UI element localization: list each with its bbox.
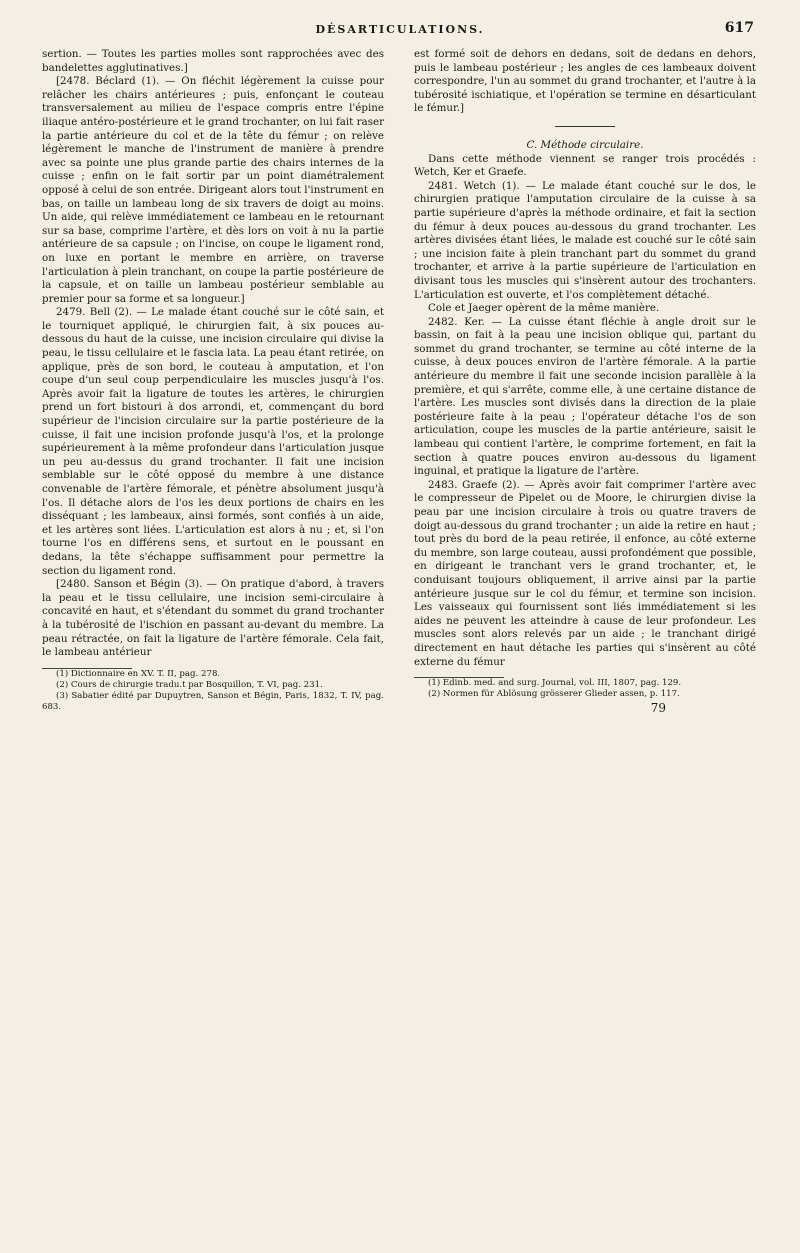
left-column: [42, 48, 384, 713]
paragraph: sertion. — Toutes les parties molles sont rapprochées avec des bandelettes agglutinatives.]: [42, 48, 384, 74]
signature-folio: 79: [650, 701, 666, 716]
paragraph-2478: [2478. Béclard (1). — On fléchit légèrement la cuisse pour relâcher les chairs antérieures ; puis, enfonçant le couteau transversalement au milieu de l'espace compris entre l'épine iliaque antéro-postérieure et le grand trochanter, on lui fait raser la partie antérieure du col et de la tête du fémur ; on relève légèrement le manche de l'instrument de manière à prendre avec sa pointe une plus grande partie des chairs internes de la cuisse ; enfin on le fait sortir par un point diamétralement opposé à celui de son entrée. Dirigeant alors tout l'instrument en bas, on taille un lambeau long de six travers de doigt au moins. Un aide, qui relève immédiatement ce lambeau en le retournant sur sa base, comprime l'artère, et dès lors on voit à nu la partie antérieure de sa capsule ; on l'incise, on coupe le ligament rond, on luxe en portant le membre en arrière, on traverse l'articulation à plein tranchant, on coupe la partie postérieure de la capsule, et on taille un lambeau postérieur semblable au premier pour sa forme et sa longueur.]: [42, 75, 384, 305]
page-number: 617: [724, 20, 754, 36]
section-title: C. Méthode circulaire.: [526, 138, 644, 151]
section-divider: [555, 126, 615, 127]
paragraph-2480: [2480. Sanson et Bégin (3). — On pratique d'abord, à travers la peau et le tissu cellulaire, une incision semi-circulaire à concavité en haut, et s'étendant du sommet du grand trochanter à la tubérosité de l'ischion en passant au-devant du membre. La peau rétractée, on fait la ligature de l'artère fémorale. Cela fait, le lambeau antérieur: [42, 578, 384, 659]
footnote: (2) Normen für Ablösung grösserer Glieder assen, p. 117.: [428, 689, 680, 700]
running-title: DÉSARTICULATIONS.: [315, 23, 485, 36]
page-header: [46, 20, 754, 42]
paragraph: Cole et Jaeger opèrent de la même manière.: [428, 302, 660, 315]
paragraph: est formé soit de dehors en dedans, soit de dedans en dehors, puis le lambeau postérieur ; les angles de ces lambeaux doivent correspondre, l'un au sommet du grand trochanter, et l'autre à la tubérosité ischiatique, et l'opération se termine en désarticulant le fémur.]: [414, 48, 756, 115]
paragraph-2479: 2479. Bell (2). — Le malade étant couché sur le côté sain, et le tourniquet appliqué, le chirurgien fait, à six pouces au-dessous du haut de la cuisse, une incision circulaire qui divise la peau, le tissu cellulaire et le fascia lata. La peau étant retirée, on applique, près de son bord, le couteau à amputation, et l'on coupe d'un seul coup perpendiculaire les muscles jusqu'à l'os. Après avoir fait la ligature de toutes les artères, le chirurgien prend un fort bistouri à dos arrondi, et, commençant du bord supérieur de l'incision circulaire sur la partie postérieure de la cuisse, il fait une incision profonde jusqu'à l'os, et la prolonge supérieurement à la même profondeur dans l'articulation jusque un peu au-dessus du grand trochanter. Il fait une incision semblable sur le côté opposé du membre à une distance convenable de l'artère fémorale, et pénètre absolument jusqu'à l'os. Il détache alors de l'os les deux portions de chairs en les disséquant ; les lambeaux, ainsi formés, sont confiés à un aide, et les artères sont liées. L'articulation est alors à nu ; et, si l'on tourne l'os en différens sens, et surtout en le poussant en dedans, la tête s'échappe suffisamment pour permettre la section du ligament rond.: [42, 306, 384, 577]
right-column: [414, 48, 756, 716]
paragraph-2482: 2482. Ker. — La cuisse étant fléchie à angle droit sur le bassin, on fait à la peau une incision oblique qui, partant du sommet du grand trochanter, se termine au côté interne de la cuisse, à deux pouces environ de l'artère fémorale. A la partie antérieure du membre il fait une seconde incision parallèle à la première, et qui s'arrête, comme elle, à une certaine distance de l'artère. Les muscles sont divisés dans la direction de la plaie postérieure faite à la peau ; l'opérateur détache l'os de son articulation, coupe les muscles de la partie antérieure, saisit le lambeau qui contient l'artère, le comprime fortement, en fait la section à quatre pouces environ au-dessous du ligament inguinal, et pratique la ligature de l'artère.: [414, 315, 756, 478]
footnote: (2) Cours de chirurgie tradu.t par Bosquillon, T. VI, pag. 231.: [56, 679, 323, 690]
paragraph: Dans cette méthode viennent se ranger trois procédés : Wetch, Ker et Graefe.: [414, 152, 756, 179]
paragraph-2483: 2483. Graefe (2). — Après avoir fait comprimer l'artère avec le compresseur de Pipelet ou de Moore, le chirurgien divise la peau par une incision circulaire à trois ou quatre travers de doigt au-dessous du grand trochanter ; un aide la retire en haut ; tout près du bord de la peau retirée, il enfonce, au côté externe du membre, son large couteau, aussi profondément que possible, en dirigeant le tranchant vers le grand trochanter, et, le conduisant toujours obliquement, il arrive ainsi par la partie antérieure jusque sur le col du fémur, et termine son incision. Les vaisseaux qui fournissent sont liés immédiatement si les aides ne peuvent les atteindre à cause de leur profondeur. Les muscles sont alors relevés par un aide ; le tranchant dirigé directement en haut détache les parties qui s'insèrent au côté externe du fémur: [414, 478, 756, 668]
footnote: (1) Dictionnaire en XV. T. II, pag. 278.: [56, 668, 221, 679]
footnote: (1) Edinb. med. and surg. Journal, vol. III, 1807, pag. 129.: [428, 678, 682, 689]
paragraph-2481: 2481. Wetch (1). — Le malade étant couché sur le dos, le chirurgien pratique l'amputation circulaire de la cuisse à sa partie supérieure d'après la méthode ordinaire, et fait la section du fémur à deux pouces au-dessous du grand trochanter. Les artères divisées étant liées, le malade est couché sur le côté sain ; une incision faite à plein tranchant part du sommet du grand trochanter, et arrive à la partie supérieure de l'articulation en divisant tous les muscles qui s'insèrent autour des trochanters. L'articulation est ouverte, et l'os complètement détaché.: [414, 179, 756, 301]
footnote: (3) Sabatier édité par Dupuytren, Sanson et Bégin, Paris, 1832, T. IV, pag. 683.: [42, 690, 384, 712]
